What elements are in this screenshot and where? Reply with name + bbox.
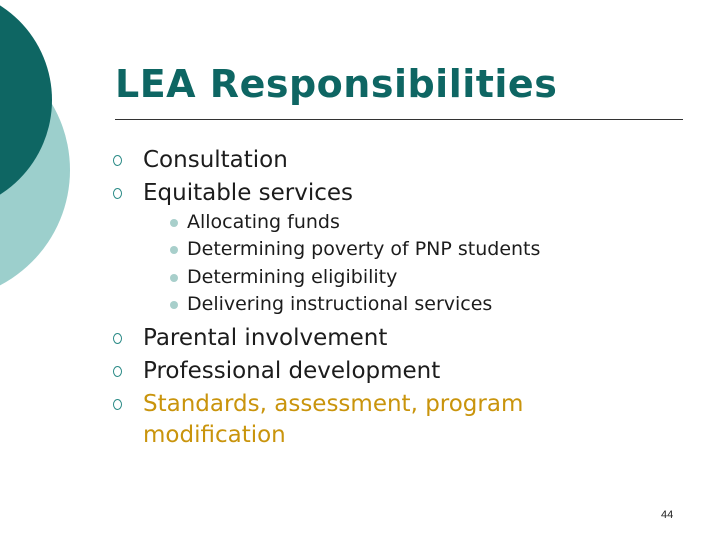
dot-bullet-icon [170,209,187,236]
slide-title: LEA Responsibilities [115,62,558,106]
hollow-circle-bullet-icon [113,323,143,354]
decorative-circles [0,0,90,300]
bullet-parental-involvement [113,323,387,354]
sub-bullet-determining-eligibility [170,264,397,291]
sub-bullet-text: Allocating funds [187,211,340,233]
bullet-consultation [113,145,288,176]
bullet-standards-assessment [113,389,583,451]
bullet-text: Standards, assessment, program modification [143,391,524,448]
dot-bullet-icon [170,291,187,318]
sub-bullet-delivering-services [170,291,492,318]
dot-bullet-icon [170,236,187,263]
sub-bullet-allocating-funds [170,209,340,236]
title-divider [115,119,683,120]
bullet-text: Professional development [143,358,441,384]
page-number: 44 [661,509,674,521]
bullet-text: Equitable services [143,180,354,206]
bullet-professional-development [113,356,440,387]
hollow-circle-bullet-icon [113,356,143,387]
hollow-circle-bullet-icon [113,145,143,176]
sub-bullet-determining-poverty [170,236,540,263]
bullet-text: Parental involvement [143,325,388,351]
sub-bullet-text: Delivering instructional services [187,293,493,315]
sub-bullet-text: Determining poverty of PNP students [187,238,541,260]
dot-bullet-icon [170,264,187,291]
bullet-equitable-services [113,178,353,209]
bullet-text: Consultation [143,147,288,173]
sub-bullet-text: Determining eligibility [187,266,398,288]
hollow-circle-bullet-icon [113,389,143,420]
hollow-circle-bullet-icon [113,178,143,209]
